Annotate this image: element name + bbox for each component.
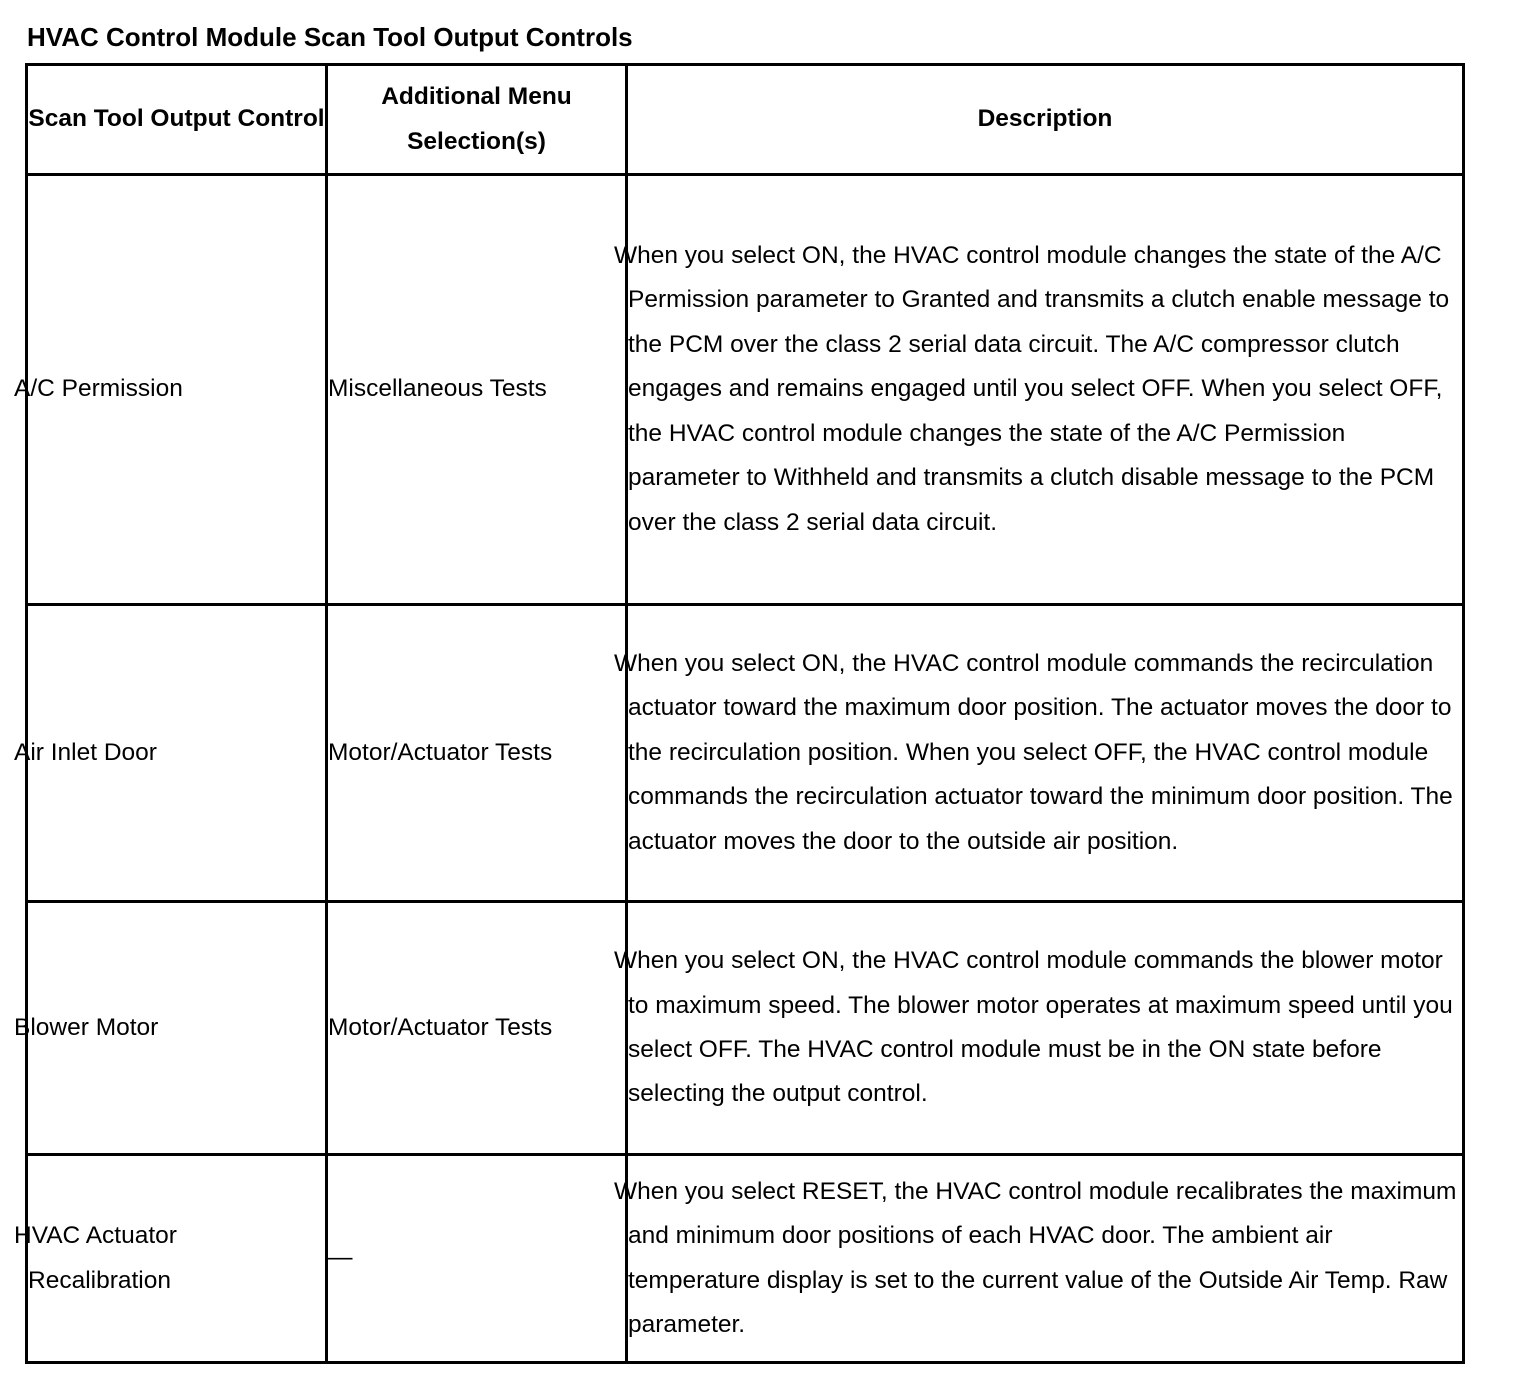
menu-cell: Motor/Actuator Tests: [327, 605, 627, 902]
menu-cell: Motor/Actuator Tests: [327, 902, 627, 1155]
control-cell: A/C Permission: [27, 175, 327, 605]
description-cell: When you select ON, the HVAC control module commands the recirculation actuator toward the maximum door position. The actuator moves the door to the recirculation position. When you select OFF, the HVAC control module commands the recirculation actuator toward the minimum door position. The actuator moves the door to the outside air position.: [627, 605, 1464, 902]
output-controls-table: [14, 63, 1465, 1364]
table-header-row: [27, 65, 1464, 175]
control-cell: HVAC Actuator Recalibration: [27, 1155, 327, 1363]
table-row: [27, 605, 1464, 902]
description-cell: When you select RESET, the HVAC control module recalibrates the maximum and minimum door positions of each HVAC door. The ambient air temperature display is set to the current value of the Outside Air Temp. Raw parameter.: [627, 1155, 1464, 1363]
description-cell: When you select ON, the HVAC control module changes the state of the A/C Permission parameter to Granted and transmits a clutch enable message to the PCM over the class 2 serial data circuit. The A/C compressor clutch engages and remains engaged until you select OFF. When you select OFF, the HVAC control module changes the state of the A/C Permission parameter to Withheld and transmits a clutch disable message to the PCM over the class 2 serial data circuit.: [627, 175, 1464, 605]
page-title: HVAC Control Module Scan Tool Output Controls: [27, 22, 633, 52]
header-scan-tool-output-control: Scan Tool Output Control: [27, 65, 327, 175]
table-row: [27, 175, 1464, 605]
menu-cell: —: [327, 1155, 627, 1363]
table-row: [27, 1155, 1464, 1363]
control-cell: Blower Motor: [27, 902, 327, 1155]
table-row: [27, 902, 1464, 1155]
header-description: Description: [627, 65, 1464, 175]
header-additional-menu-selections: Additional Menu Selection(s): [327, 65, 627, 175]
description-cell: When you select ON, the HVAC control module commands the blower motor to maximum speed. The blower motor operates at maximum speed until you select OFF. The HVAC control module must be in the ON state before selecting the output control.: [627, 902, 1464, 1155]
control-cell: Air Inlet Door: [27, 605, 327, 902]
menu-cell: Miscellaneous Tests: [327, 175, 627, 605]
